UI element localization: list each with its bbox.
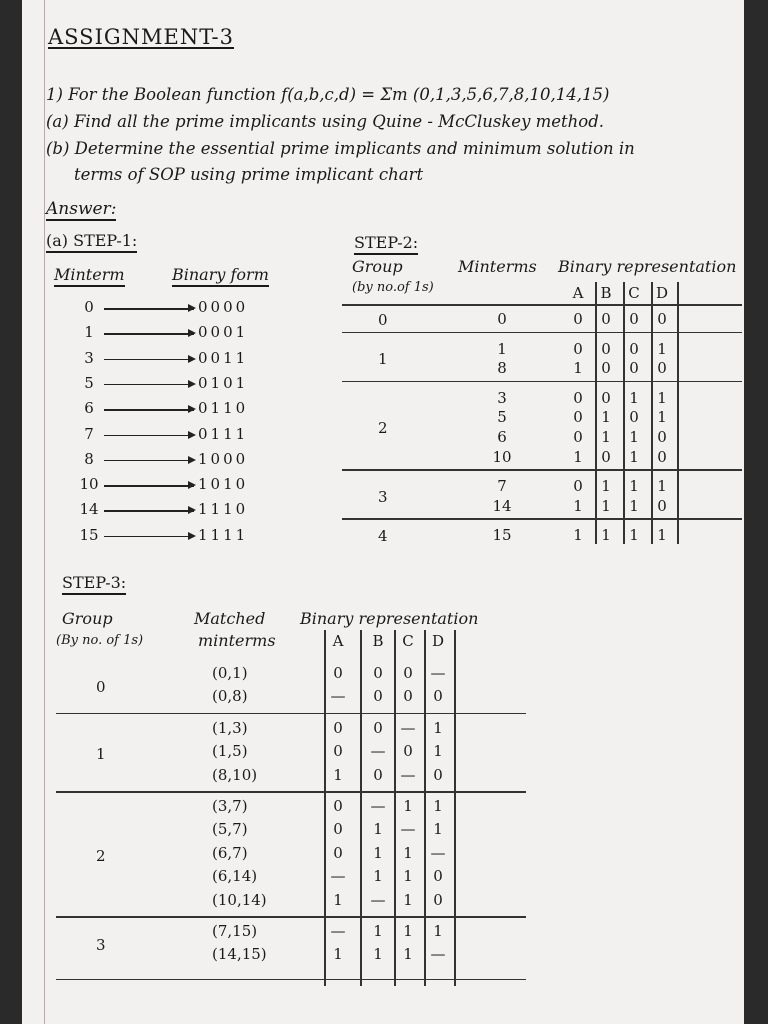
notebook-page	[22, 0, 744, 1024]
step1-arrow	[104, 485, 194, 487]
step3-heading: STEP-3:	[62, 574, 126, 595]
step3-group-divider	[56, 791, 526, 793]
step2-var-header: B	[600, 284, 612, 302]
step3-bit: 0	[403, 664, 413, 682]
step3-var-header: D	[431, 632, 445, 650]
step2-bit: 1	[601, 428, 611, 446]
step2-bit: 0	[601, 388, 611, 407]
step3-bit: 0	[373, 664, 383, 682]
step3-bit: 0	[333, 664, 343, 682]
step1-minterm: 3	[84, 348, 94, 367]
step2-bit: 1	[657, 526, 667, 545]
step2-bit: 1	[573, 447, 583, 466]
step3-bit: 1	[373, 945, 383, 964]
step2-minterm: 1	[497, 339, 507, 358]
step3-bit: 0	[333, 718, 343, 737]
step3-bit: 1	[433, 742, 443, 761]
step3-bit: 1	[433, 922, 443, 940]
step3-bit: 1	[403, 890, 413, 909]
step3-bit: 1	[373, 843, 383, 862]
step3-bit: 0	[333, 742, 343, 761]
step3-var-header: A	[332, 632, 344, 650]
step2-minterm: 3	[497, 388, 507, 407]
step2-bit: 1	[573, 526, 583, 545]
step2-bit: 0	[573, 310, 583, 328]
step2-bit: 1	[657, 339, 667, 358]
step1-binary: 0000	[198, 298, 249, 316]
step3-group-number: 3	[96, 936, 106, 955]
step3-group-number: 1	[96, 744, 106, 763]
step2-bit: 0	[657, 359, 667, 378]
step1-arrow	[104, 435, 194, 437]
step1-minterm: 14	[79, 500, 99, 519]
step1-arrow	[104, 510, 194, 512]
step2-col-line	[651, 282, 653, 544]
step2-bit: 0	[573, 339, 583, 358]
step3-bit: 0	[433, 890, 443, 909]
step3-bit: 1	[333, 945, 343, 964]
step2-minterm: 7	[497, 477, 507, 496]
step1-arrow	[104, 308, 194, 310]
step3-group-subheader: (By no. of 1s)	[56, 633, 144, 648]
step3-matched-minterms: (0,8)	[212, 687, 248, 706]
step3-bit: 1	[373, 867, 383, 886]
step3-bit: 1	[373, 820, 383, 839]
step2-bit: 0	[629, 339, 639, 358]
step3-bit: —	[400, 820, 416, 839]
step2-col-line	[595, 282, 597, 544]
step2-bit: 0	[601, 310, 611, 328]
step2-bit: 1	[629, 388, 639, 407]
step2-bit: 1	[629, 428, 639, 446]
step2-bit: 1	[629, 496, 639, 515]
step2-var-header: A	[572, 284, 584, 302]
step3-bit: 1	[433, 718, 443, 737]
step2-minterm: 15	[492, 526, 512, 545]
step3-matched-minterms: (5,7)	[212, 820, 248, 839]
step2-binary-header: Binary representation	[558, 257, 737, 276]
step3-group-divider	[56, 713, 526, 715]
step1-minterm: 1	[84, 323, 94, 342]
step3-binary-header: Binary representation	[300, 609, 479, 628]
step2-minterm: 0	[497, 310, 507, 328]
step3-bit: 1	[433, 820, 443, 839]
step2-minterms-header: Minterms	[458, 257, 537, 276]
step1-minterm: 0	[84, 298, 94, 316]
step2-col-line	[623, 282, 625, 544]
step2-bit: 1	[657, 388, 667, 407]
step3-matched-minterms: (1,5)	[212, 742, 248, 761]
step3-bit: —	[330, 867, 346, 886]
step2-bit: 1	[601, 496, 611, 515]
step3-bit: —	[330, 687, 346, 706]
step2-minterm: 8	[497, 359, 507, 378]
step1-binary: 0101	[198, 373, 249, 392]
step1-arrow	[104, 409, 194, 411]
step3-matched-minterms: (8,10)	[212, 765, 258, 784]
step3-bit: 1	[403, 922, 413, 940]
step3-matched-minterms: (10,14)	[212, 890, 267, 909]
step3-bit: 0	[333, 843, 343, 862]
step3-group-number: 2	[96, 846, 106, 865]
step3-bit: 0	[433, 687, 443, 706]
step3-bit: —	[370, 797, 386, 815]
step2-bit: 1	[657, 408, 667, 427]
step2-bit: 1	[657, 477, 667, 496]
step2-bit: 0	[629, 310, 639, 328]
step3-col-line	[454, 630, 456, 986]
answer-label: Answer:	[46, 199, 117, 219]
step2-group-number: 2	[378, 419, 388, 437]
step2-bit: 1	[573, 496, 583, 515]
step1-binary: 1000	[198, 449, 249, 468]
step3-matched-minterms: (6,14)	[212, 867, 258, 886]
step3-bit: 0	[403, 742, 413, 761]
step2-group-header: Group	[352, 257, 403, 276]
step2-bit: 0	[601, 447, 611, 466]
step3-matched-header: Matched	[194, 609, 266, 628]
step1-minterm-header: Minterm	[54, 266, 125, 287]
step1-binary-header: Binary form	[172, 266, 269, 287]
step3-bit: —	[430, 843, 446, 862]
step1-binary: 1010	[198, 475, 249, 494]
step3-bit: —	[330, 922, 346, 940]
step2-group-divider	[342, 469, 742, 471]
step2-bit: 0	[657, 428, 667, 446]
step3-col-line	[394, 630, 396, 986]
step1-binary: 0111	[198, 424, 249, 443]
step2-bit: 0	[573, 477, 583, 496]
step3-bit: 1	[373, 922, 383, 940]
question-part-a: (a) Find all the prime implicants using Quine - McCluskey method.	[46, 112, 605, 131]
question-part-b-line1: (b) Determine the essential prime implicants and minimum solution in	[46, 139, 635, 158]
step3-bit: 0	[373, 765, 383, 784]
step1-minterm: 8	[84, 449, 94, 468]
step3-group-header: Group	[62, 609, 113, 628]
step3-bit: 1	[333, 765, 343, 784]
step3-group-number: 0	[96, 678, 106, 697]
step2-bit: 0	[573, 388, 583, 407]
step2-group-divider	[342, 518, 742, 520]
step2-group-divider	[342, 381, 742, 383]
assignment-title: ASSIGNMENT-3	[48, 25, 234, 49]
step2-group-divider	[342, 332, 742, 334]
step3-bit: 1	[333, 890, 343, 909]
step3-bit: 1	[403, 867, 413, 886]
step3-bit: —	[430, 945, 446, 964]
step2-bit: 1	[573, 359, 583, 378]
step2-bit: 0	[573, 408, 583, 427]
step3-matched-minterms: (1,3)	[212, 718, 248, 737]
step1-binary: 0110	[198, 399, 249, 418]
step2-group-number: 0	[378, 310, 388, 329]
step3-bottom-line	[56, 979, 526, 981]
question-part-b-line2: terms of SOP using prime implicant chart	[74, 165, 424, 184]
step3-matched-minterms: (7,15)	[212, 922, 258, 940]
step2-var-header: C	[628, 284, 640, 302]
step2-bit: 0	[629, 408, 639, 427]
step2-group-number: 3	[378, 487, 388, 506]
step2-col-line	[677, 282, 679, 544]
step3-matched-minterms: (3,7)	[212, 797, 248, 815]
step3-bit: 1	[403, 797, 413, 815]
step2-bit: 1	[629, 447, 639, 466]
step3-bit: —	[370, 742, 386, 761]
question-line: 1) For the Boolean function f(a,b,c,d) = Σm (0,1,3,5,6,7,8,10,14,15)	[46, 85, 610, 104]
step3-bit: 0	[373, 718, 383, 737]
step3-var-header: C	[402, 632, 414, 650]
step2-minterm: 14	[492, 496, 512, 515]
step1-arrow	[104, 384, 194, 386]
step1-arrow	[104, 333, 194, 335]
step2-bit: 1	[629, 526, 639, 545]
step3-bit: —	[430, 664, 446, 682]
step2-group-number: 4	[378, 527, 388, 546]
step3-bit: 0	[373, 687, 383, 706]
step3-bit: —	[370, 890, 386, 909]
step2-bit: 0	[601, 339, 611, 358]
step2-bit: 0	[657, 447, 667, 466]
step3-bit: 1	[433, 797, 443, 815]
step3-col-line	[360, 630, 362, 986]
step3-col-line	[424, 630, 426, 986]
step2-bit: 1	[601, 408, 611, 427]
step1-binary: 1110	[198, 500, 249, 519]
step2-bit: 0	[629, 359, 639, 378]
step3-matched-subheader: minterms	[198, 631, 276, 650]
step3-group-divider	[56, 916, 526, 918]
step3-bit: 0	[403, 687, 413, 706]
step3-col-line	[324, 630, 326, 986]
step3-matched-minterms: (0,1)	[212, 664, 248, 682]
step2-minterm: 10	[492, 447, 512, 466]
step2-bit: 0	[601, 359, 611, 378]
step3-bit: 0	[433, 765, 443, 784]
step3-bit: —	[400, 718, 416, 737]
step3-bit: 0	[333, 797, 343, 815]
step2-bit: 1	[629, 477, 639, 496]
step3-var-header: B	[372, 632, 384, 650]
step2-minterm: 6	[497, 428, 507, 446]
step1-binary: 1111	[198, 525, 249, 544]
step1-minterm: 15	[79, 525, 99, 544]
margin-line	[44, 0, 45, 1024]
step3-bit: —	[400, 765, 416, 784]
step3-bit: 0	[333, 820, 343, 839]
step2-header-line	[342, 304, 742, 306]
step3-bit: 0	[433, 867, 443, 886]
step2-bit: 0	[657, 310, 667, 328]
step2-group-subheader: (by no.of 1s)	[352, 280, 434, 295]
step1-arrow	[104, 536, 194, 538]
step3-matched-minterms: (14,15)	[212, 945, 267, 964]
step2-bit: 0	[573, 428, 583, 446]
step2-minterm: 5	[497, 408, 507, 427]
step1-minterm: 6	[84, 399, 94, 418]
step1-heading: (a) STEP-1:	[46, 232, 137, 253]
step1-binary: 0001	[198, 323, 249, 342]
step2-heading: STEP-2:	[354, 234, 418, 255]
step2-var-header: D	[655, 284, 669, 302]
step1-arrow	[104, 359, 194, 361]
step2-bit: 1	[601, 526, 611, 545]
step1-minterm: 7	[84, 424, 94, 443]
step3-bit: 1	[403, 945, 413, 964]
step1-minterm: 5	[84, 373, 94, 392]
step2-bit: 0	[657, 496, 667, 515]
step1-binary: 0011	[198, 348, 249, 367]
step3-matched-minterms: (6,7)	[212, 843, 248, 862]
step1-minterm: 10	[79, 475, 99, 494]
step2-bit: 1	[601, 477, 611, 496]
step3-bit: 1	[403, 843, 413, 862]
step2-group-number: 1	[378, 350, 388, 369]
step1-arrow	[104, 460, 194, 462]
